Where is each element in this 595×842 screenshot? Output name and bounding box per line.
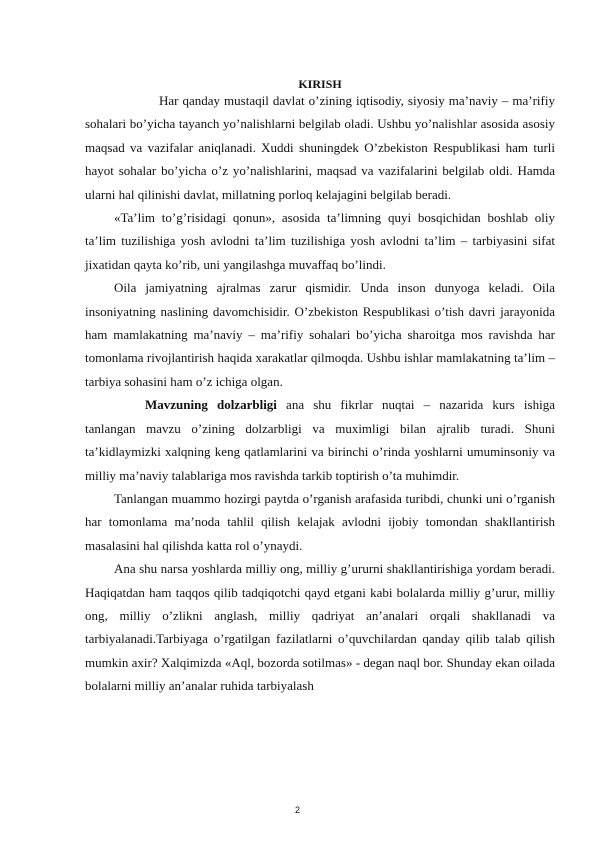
paragraph-family: Oila jamiyatning ajralmas zarur qismidir. Unda inson dunyoga keladi. Oila insoniyatning naslining davomchisidir. O’zbekiston Respublikasi o’tish davri jarayonida ham mamlakatning ma’naviy – ma’rifiy sohalari bo’yicha sharoitga mos ravishda har tomonlama rivojlantirish haqida xarakatlar qilmoqda. Ushbu ishlar mamlakatning ta’lim – tarbiya sohasini ham o’z ichiga olgan. — [85, 280, 555, 389]
document-page — [85, 77, 555, 698]
relevance-text: ana shu fikrlar nuqtai – nazarida kurs ishiga tanlangan mavzu o’zining dolzarbligi va muximligi bilan ajralib turadi. Shuni ta’kidlaymizki xalqning keng qatlamlarini va birinchi o’rinda yoshlarni umuminsoniy va milliy ma’naviy talablariga mos ravishda tarkib toptirish o’ta muhimdir. — [85, 397, 555, 483]
relevance-label: Mavzuning dolzarbligi — [145, 397, 277, 413]
page-number: 2 — [294, 805, 300, 815]
paragraph-national-pride: Ana shu narsa yoshlarda milliy ong, milliy g’ururni shakllantirishiga yordam beradi. Haqiqatdan ham taqqos qilib tadqiqotchi qayd etgani kabi bolalarda milliy g’urur, milliy ong, milliy o’zlikni anglash, milliy qadriyat an’analari orqali shakllanadi va tarbiyalanadi.Tarbiyaga o’rgatilgan fazilatlarni o’quvchilardan qanday qilib talab qilish mumkin axir? Xalqimizda «Aql, bozorda sotilmas» - degan naql bor. Shunday ekan oilada bolalarni milliy an’analar ruhida tarbiyalash — [85, 561, 555, 694]
paragraph-law: «Ta’lim to’g’risidagi qonun», asosida ta’limning quyi bosqichidan boshlab oliy ta’lim tuzilishiga yosh avlodni ta’lim tuzilishiga yosh avlodni ta’lim – tarbiyasini sifat jixatidan qayta ko’rib, uni yangilashga muvaffaq bo’lindi. — [85, 210, 555, 272]
paragraph-problem: Tanlangan muammo hozirgi paytda o’rganish arafasida turibdi, chunki uni o’rganish har tomonlama ma’noda tahlil qilish kelajak avlodni ijobiy tomondan shakllantirish masalasini hal qilishda katta rol o’ynaydi. — [85, 490, 555, 553]
paragraph-relevance — [85, 393, 555, 487]
paragraph-intro: Har qanday mustaqil davlat o’zining iqtisodiy, siyosiy ma’naviy – ma’rifiy sohalari bo’yicha tayanch yo’nalishlarni belgilab oladi. Ushbu yo’nalishlar asosida asosiy maqsad va vazifalar aniqlanadi. Xuddi shuningdek O’zbekiston Respublikasi ham turli hayot sohalar bo’yicha o’z yo’nalishlarini, maqsad va vazifalarini belgilab oldi. Hamda ularni hal qilinishi davlat, millatning porloq kelajagini belgilab beradi. — [85, 93, 555, 202]
section-title: KIRISH — [298, 77, 342, 91]
